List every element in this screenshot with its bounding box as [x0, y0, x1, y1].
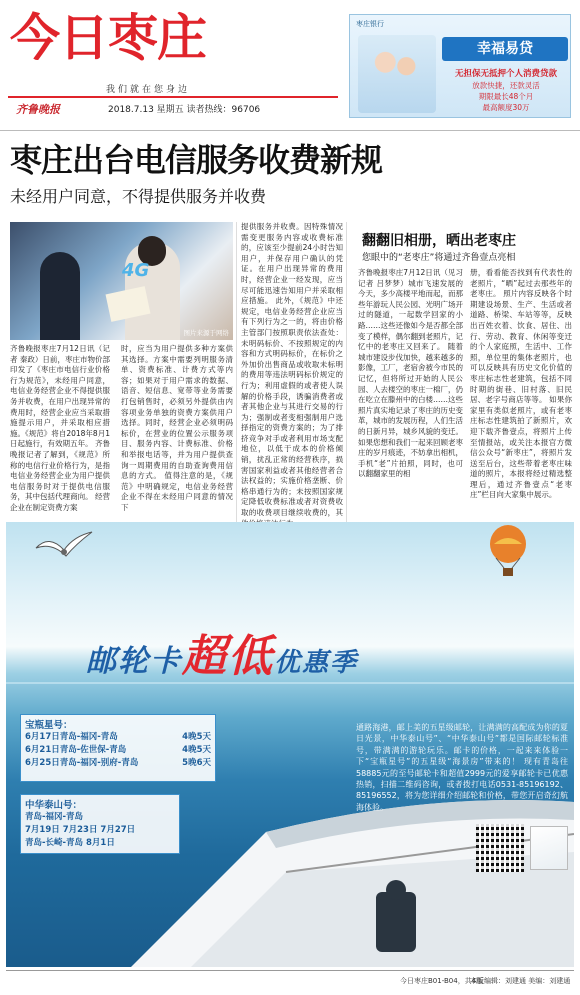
route-days: 5晚6天 [182, 758, 211, 768]
ad-line: 最高额度30万 [482, 103, 530, 112]
bank-ad[interactable] [349, 14, 571, 118]
page-info: 今日枣庄B01-B04，共4版 [400, 977, 484, 985]
seagull-icon [34, 528, 94, 575]
cruise-title [86, 620, 358, 684]
article-photo [10, 222, 233, 340]
ad-photo [358, 35, 436, 113]
route-row [25, 757, 211, 770]
qr-code-pattern [476, 824, 524, 872]
paper-title: 今日枣庄 [10, 9, 206, 67]
paper-name: 齐鲁晚报 [16, 103, 60, 116]
issue-info: 2018.7.13 星期五 读者热线：96706 [108, 105, 261, 115]
ship-name: 中华泰山号： [25, 800, 83, 811]
photo-4g-sign: 4G [122, 260, 150, 281]
article-column: 齐鲁晚报枣庄7月12日讯（记者 秦政）日前，枣庄市物价部印发了《枣庄市电信行业价格行为规范》，未经用户同意，电信业务经营企业不得提供服务并收费，在用户出现异常的费用时，经营企业应当采取措施提示用户，并采取相应措施。《规范》将自2018年8月1日起施行，有效期五年。 齐鲁晚报记者了解到，《规范》所称的电信行业价格行为，是指电信业务经营企业为用户提供电信服务时对于提供电信服务，其中包括代理商向。 经营企业在制定资费方案 [10, 344, 110, 512]
title-part: 低 [228, 631, 274, 682]
cruise-ad[interactable] [6, 522, 574, 967]
title-part: 邮轮卡 [86, 644, 182, 679]
headline: 枣庄出台电信服务收费新规 [10, 141, 383, 179]
sidebar-column: 册，看看能否找到有代表性的老照片，“晒”起过去那些年的老枣庄。 照片内容反映各个时期建设场景、生产、生活或者道路、桥梁、车站等等，反映出百姓衣着、饮食、居住、出行、劳动、教育、休闲等变迁的个人家庭照，生活中、工作照，单位里的集体老照片，也可以反映具有历史文化价值的枣庄标志性老建筑，包括不同时期的街巷、旧村落、旧民居、老字号商店等等。 如果你家里有类似老照片，或有老枣庄标志性建筑拍了新照片，欢迎下载齐鲁壹点，将照片上传至情报站，或关注本报官方微信公众号“新枣庄”，将照片发送至后台，这些带着老枣庄味道的照片，本报将经过精选整理后，通过齐鲁壹点“老枣庄”栏目向大家集中展示。 [470, 268, 572, 500]
photo-figure [40, 252, 80, 340]
promo-text: 通路海港，邮上美的五星级邮轮，让满满的高配成为你的夏日光景，中华泰山号”、“中华泰山号”都是国际邮轮标准号，带满满的游轮玩乐。邮卡的价格，一起来来体验一下“宝瓶星号”的五星级“海景房”带来的！ 现有青岛往58885元的至号邮轮卡和超值2999元的爱享邮轮卡已优惠热销，扫描二维码咨询，或者拨打电话0531-85196192、85196552，将为您详细介绍邮轮和价格，带您开启奇幻航海体验。 [356, 723, 568, 812]
route-row: 青岛-福冈-青岛 [25, 812, 84, 822]
ad-line: 期限最长48个月 [478, 92, 534, 101]
route-row: 7月19日 7月23日 7月27日 [25, 825, 136, 835]
sidebar-subtitle: 您眼中的“老枣庄”将通过齐鲁壹点亮相 [362, 253, 516, 263]
article-column: 提供服务并收费。因特殊情况需变更服务内容或收费标准的，应该至少提前24小时告知用户，并保存用户确认的凭证。在用户出现异常的费用时，经营企业一经发现，应当尽可能迅速告知用户并采取相应措施。 此外，《规范》中还规定，电信业务经营企业应当有下列行为之一的，将由价格主管部门按照职责依法查处：未明码标价、不按照规定的内容和方式明码标价，在标价之外加价出售商品或收取未标明的费用等违法明码标价规定的行为；利用虚假的或者使人误解的价格手段，诱骗消费者或者其他企业与其进行交易的行为；强制或者变相强制用户选择指定的资费方案的；为了排挤竞争对手或者利用市场支配地位，以低于成本的价格倾销，扰乱正常的经营秩序，损害国家利益或者其他经营者合法权益的；实施价格垄断、价格串通行为的；未按照国家规定降低收费标准或者对资费收取的收费项目继续收费的，其 [241, 222, 343, 518]
editor-info: 本版编辑：刘建通 美编：刘建通 [470, 977, 571, 985]
divider [0, 130, 580, 131]
title-part: 超 [182, 631, 228, 682]
cruise-card-image [530, 826, 568, 870]
divider [8, 96, 338, 98]
route-text: 6月17日青岛-福冈-青岛 [25, 732, 118, 742]
route-days: 4晚5天 [182, 745, 211, 755]
article-column: 时，应当为用户提供多种方案供其选择。方案中需要列明服务清单、资费标准、计费方式等内容；如果对于用户需求的数据、语音、短信息、宽带等业务需要打包销售时，必须另外提供由内容项业务单独的资费方案供用户选择。同时，经营企业必须明码标价，在营业的位置公示服务项目、服务内容、计费标准、价格和举报电话等，并为用户提供查询一周期费用的自助查询费用信息的方式。 值得注意的是，《规范》中明确规定，电信业务经营企业不得在未经用户同意的情况下 [121, 344, 233, 512]
route-row [25, 744, 211, 757]
bank-name: 枣庄银行 [356, 20, 384, 28]
route-row [25, 731, 211, 744]
sidebar-title: 翻翻旧相册，晒出老枣庄 [362, 233, 516, 249]
ad-line: 无担保无抵押个人消费贷款 [454, 69, 557, 79]
column-divider [236, 222, 237, 522]
route-row: 青岛-长崎-青岛 8月1日 [25, 838, 115, 848]
slogan: 我们就在您身边 [106, 85, 191, 95]
divider [6, 970, 574, 971]
route-text: 6月25日青岛-福冈-别府-青岛 [25, 758, 139, 768]
title-part: 优惠季 [274, 648, 359, 678]
photo-caption: 图片来源于网络 [183, 329, 229, 337]
column-divider [346, 222, 347, 522]
ship-name: 宝瓶星号： [25, 720, 73, 731]
hot-air-balloon-icon [486, 524, 530, 578]
ad-line: 放款快捷，还款灵活 [472, 81, 540, 90]
ad-banner: 幸福易贷 [442, 37, 568, 61]
route-days: 4晚5天 [182, 732, 211, 742]
route-text: 6月21日青岛-佐世保-青岛 [25, 745, 127, 755]
sidebar-column: 齐鲁晚报枣庄7月12日讯（见习记者 吕梦梦）城市飞速发展的今天，多少高楼平地而起，而那些年游玩人民公园、光明广场开过的隧道，一起数学回家的小路……这些还像如今是否都全部变了模样，偶尔翻到老照片，记忆中的老枣庄又回来了。 随着城市建设步伐加快，越来越多的影像，工厂，老宿舍被今市民的记忆，但将所过开始的人民公园、人去楼空的枣庄一棉厂，仍在吃立在滕州中的白楼……这些照片真实地记录了枣庄的历史变革，城市的发展历程，人们生活的日新月异，城乡风貌的变迁。 如果您想和我们一起来回顾老枣庄的岁月痕迹，不妨拿出相机，手机“老”片拍照，同时，也可以翻翻家里的相 [358, 268, 463, 479]
subheadline: 未经用户同意，不得提供服务并收费 [10, 187, 267, 206]
